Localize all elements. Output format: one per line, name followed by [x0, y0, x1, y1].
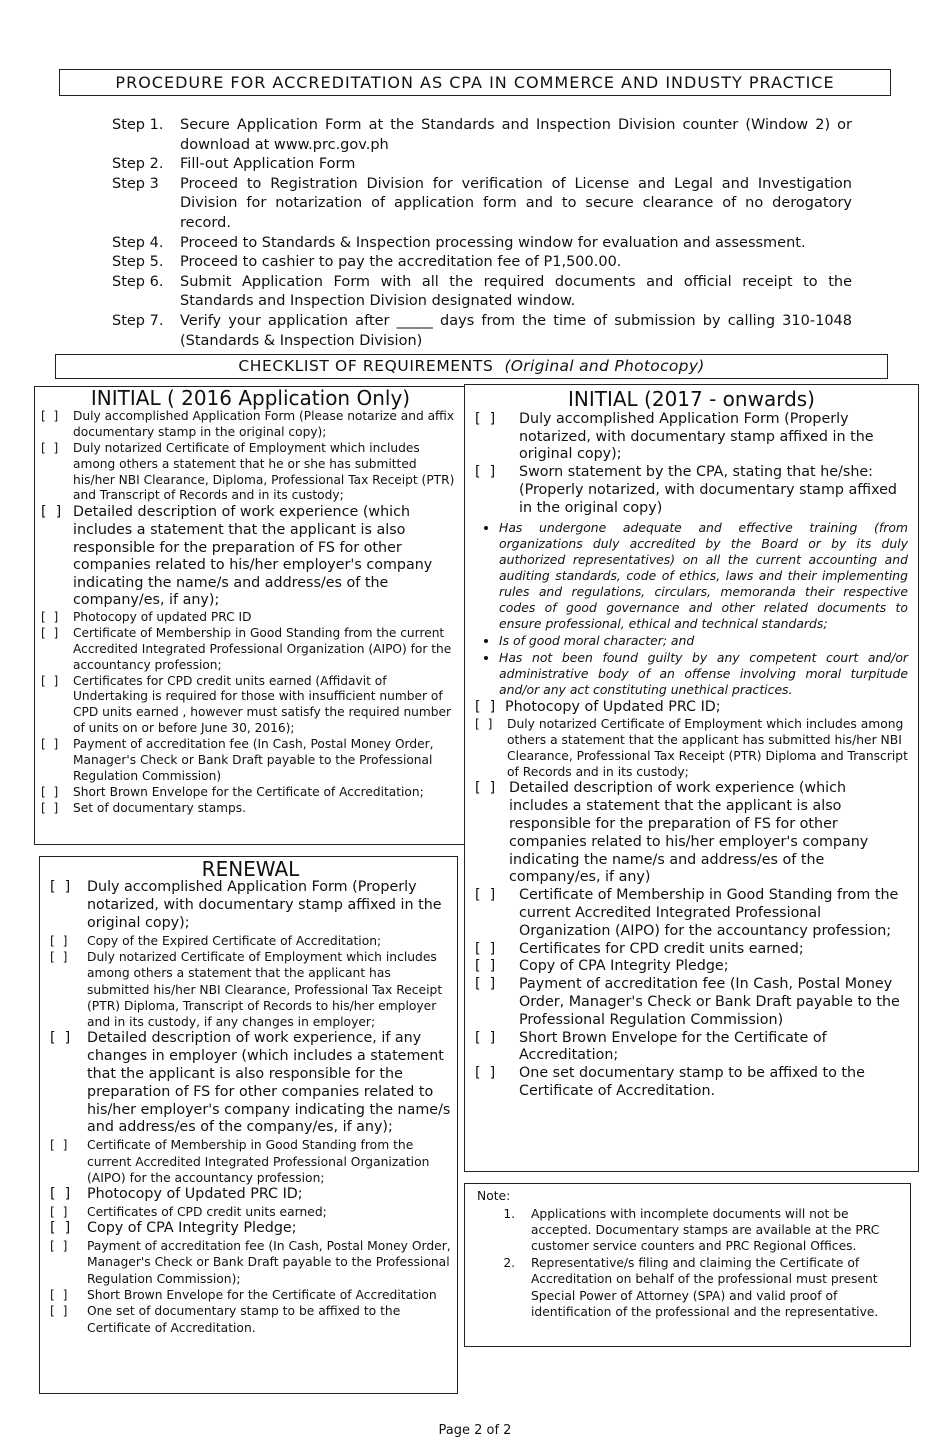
initial-2016-heading: INITIAL ( 2016 Application Only) [90, 386, 411, 410]
checkbox[interactable]: [ ] [41, 625, 59, 640]
checkbox[interactable]: [ ] [475, 1065, 496, 1082]
requirement-item [475, 1065, 908, 1101]
requirement-text: Photocopy of Updated PRC ID; [505, 698, 721, 715]
requirement-item [41, 441, 460, 505]
requirement-text: Copy of CPA Integrity Pledge; [519, 958, 729, 975]
note-item: 2. Representative/s filing and claiming the Certificate of Accreditation on behalf of the professional must present Special Power of Attorney (SPA) and valid proof of identification of the professional and the representative. [519, 1255, 900, 1319]
note-item: 1. Applications with incomplete documents will not be accepted. Documentary stamps are available at the PRC customer service counters and PRC Regional Offices. [519, 1206, 900, 1254]
requirement-text: One set documentary stamp to be affixed to the Certificate of Accreditation. [519, 1065, 865, 1099]
checkbox[interactable]: [ ] [50, 1220, 71, 1237]
step-item [112, 312, 852, 351]
requirement-item [475, 464, 908, 517]
requirement-item [41, 674, 460, 738]
checkbox[interactable]: [ ] [41, 440, 59, 455]
requirement-item [50, 933, 451, 949]
requirement-text: Duly accomplished Application Form (Please notarize and affix documentary stamp in the original copy); [73, 408, 455, 439]
requirement-item [41, 626, 460, 674]
checklist-header [55, 354, 888, 379]
checkbox[interactable]: [ ] [50, 1204, 68, 1219]
requirement-item [475, 780, 908, 887]
requirement-text: Short Brown Envelope for the Certificate of Accreditation; [519, 1029, 827, 1064]
checkbox[interactable]: [ ] [475, 780, 496, 797]
requirement-item [50, 879, 451, 932]
checkbox[interactable]: [ ] [475, 887, 496, 904]
requirement-item [475, 1030, 908, 1066]
requirement-item [50, 1030, 451, 1137]
requirement-text: Photocopy of Updated PRC ID; [87, 1186, 303, 1203]
checkbox[interactable]: [ ] [50, 949, 68, 964]
page-number: Page 2 of 2 [438, 1423, 512, 1438]
requirement-text: One set of documentary stamp to be affixed to the Certificate of Accreditation. [87, 1304, 401, 1335]
requirement-item [50, 1238, 451, 1287]
requirement-text: Duly notarized Certificate of Employment which includes among others a statement that the applicant has submitted his/her NBI Clearance, Professional Tax Receipt (PTR) Diploma, Transcript of Records to his/her employer and in its custody, if any changes in employer; [87, 949, 443, 1030]
requirement-text: Duly accomplished Application Form (Properly notarized, with documentary stamp affixed in the original copy); [519, 410, 874, 463]
step-label: Step 3 [112, 175, 159, 192]
requirement-text: Payment of accreditation fee (In Cash, Postal Money Order, Manager's Check or Bank Draft payable to the Professional Regulation Commission); [87, 1239, 451, 1286]
checkbox[interactable]: [ ] [475, 976, 496, 993]
requirement-text: Certificates for CPD credit units earned; [519, 940, 804, 957]
note-label: Note: [477, 1189, 511, 1203]
requirement-item [475, 941, 908, 959]
initial-2016-section [34, 386, 465, 845]
renewal-heading: RENEWAL [201, 857, 300, 881]
requirement-text: Duly accomplished Application Form (Properly notarized, with documentary stamp affixed in the original copy); [87, 879, 442, 931]
procedure-steps [112, 116, 852, 351]
step-label: Step 4. [112, 234, 164, 251]
requirement-item [475, 699, 908, 717]
requirement-item [475, 976, 908, 1029]
requirement-text: Certificate of Membership in Good Standing from the current Accredited Integrated Professional Organization (AIPO) for the accountancy profession; [73, 625, 452, 672]
bullet-item: • Has not been found guilty by any competent court and/or administrative body of an offense involving moral turpitude and/or any act constituting unethical practices. [499, 650, 908, 698]
note-box [464, 1183, 911, 1347]
step-label: Step 1. [112, 117, 164, 133]
requirement-text: Detailed description of work experience, if any changes in employer (which includes a statement that the applicant is also responsible for the preparation of FS for other companies related to his/her employer's company indicating the name/s and address/es of the company/es, if any); [87, 1030, 451, 1136]
requirement-text: Sworn statement by the CPA, stating that he/she: (Properly notarized, with documentary stamp affixed in the original copy) [519, 464, 897, 516]
checkbox[interactable]: [ ] [50, 1287, 68, 1302]
step-item [112, 234, 852, 254]
requirement-item [50, 1287, 451, 1303]
checkbox[interactable]: [ ] [50, 879, 71, 896]
requirement-item [50, 949, 451, 1030]
requirement-item [50, 1303, 451, 1336]
requirement-text: Certificates for CPD credit units earned (Affidavit of Undertaking is required for those with insufficient number of CPD units earned , however must satisfy the required number of units on or before June 30, 2016); [73, 673, 452, 736]
requirement-text: Short Brown Envelope for the Certificate of Accreditation [87, 1287, 437, 1302]
requirement-text: Payment of accreditation fee (In Cash, Postal Money Order, Manager's Check or Bank Draft payable to the Professional Regulation Commission) [519, 976, 900, 1028]
requirement-text: Set of documentary stamps. [73, 800, 246, 815]
step-label: Step 7. [112, 312, 164, 329]
requirement-item [41, 610, 460, 626]
renewal-section [39, 856, 458, 1394]
checkbox[interactable]: [ ] [41, 800, 59, 815]
requirement-item [475, 716, 908, 780]
step-item [112, 253, 852, 273]
checkbox[interactable]: [ ] [475, 958, 496, 975]
step-item [112, 175, 852, 234]
step-item [112, 273, 852, 312]
checkbox[interactable]: [ ] [50, 1239, 68, 1254]
checkbox[interactable]: [ ] [50, 1304, 68, 1319]
requirement-item [475, 958, 908, 976]
requirement-text: Duly notarized Certificate of Employment which includes among others a statement that the applicant has submitted his/her NBI Clearance, Professional Tax Receipt (PTR) Diploma and Transcript of Records and in its custody; [507, 717, 908, 780]
bullet-item: • Has undergone adequate and effective training (from organizations duly accredited by the Board or by its duly authorized representatives) on all the current accounting and auditing standards, code of ethics, laws and their implementing rules and regulations, circulars, memoranda their respective codes of good governance and other related documents to ensure professional, ethical and technical standards; [499, 520, 908, 632]
step-label: Step 6. [112, 273, 164, 290]
step-text: Verify your application after _____ days from the time of submission by calling 310-1048 (Standards & Inspection Division) [180, 312, 852, 349]
step-item [112, 116, 852, 155]
checklist-subtitle: (Original and Photocopy) [504, 357, 705, 375]
step-label: Step 5. [112, 254, 164, 271]
checkbox[interactable]: [ ] [41, 504, 62, 521]
checkbox[interactable]: [ ] [475, 410, 496, 427]
initial-2017-section [464, 384, 919, 1172]
step-label: Step 2. [112, 156, 164, 173]
checkbox[interactable]: [ ] [50, 1030, 71, 1047]
checkbox[interactable]: [ ] [41, 737, 59, 752]
checkbox[interactable]: [ ] [41, 408, 59, 423]
requirement-text: Copy of the Expired Certificate of Accreditation; [87, 933, 382, 948]
requirement-item [41, 409, 460, 441]
requirement-text: Payment of accreditation fee (In Cash, Postal Money Order, Manager's Check or Bank Draft payable to the Professional Regulation Commission) [73, 737, 434, 783]
requirement-text: Detailed description of work experience (which includes a statement that the applicant is also responsible for the preparation of FS for other companies related to his/her employer's company indicating the name/s and address/es of the company/es, if any) [509, 780, 869, 886]
requirement-item [41, 801, 460, 817]
initial-2017-heading: INITIAL (2017 - onwards) [567, 387, 815, 411]
requirement-item [475, 411, 908, 464]
requirement-text: Short Brown Envelope for the Certificate of Accreditation; [73, 784, 424, 799]
requirement-item [41, 737, 460, 785]
step-text: Submit Application Form with all the required documents and official receipt to the Standards and Inspection Division designated window. [180, 273, 852, 310]
bullet-item: • Is of good moral character; and [499, 633, 908, 649]
requirement-text: Certificate of Membership in Good Standing from the current Accredited Integrated Professional Organization (AIPO) for the accountancy profession; [519, 887, 899, 939]
checkbox[interactable]: [ ] [41, 784, 59, 799]
requirement-item [41, 504, 460, 610]
requirement-item [41, 785, 460, 801]
step-text: Proceed to Standards & Inspection processing window for evaluation and assessment. [180, 234, 806, 251]
checklist-title: CHECKLIST OF REQUIREMENTS [238, 357, 494, 375]
checkbox[interactable]: [ ] [475, 940, 496, 957]
requirement-item [50, 1186, 451, 1204]
checkbox[interactable]: [ ] [475, 717, 493, 732]
checkbox[interactable]: [ ] [475, 698, 496, 715]
checkbox[interactable]: [ ] [41, 673, 59, 688]
step-item [112, 155, 852, 175]
checkbox[interactable]: [ ] [50, 933, 68, 948]
checkbox[interactable]: [ ] [50, 1138, 68, 1153]
requirement-text: Duly notarized Certificate of Employment which includes among others a statement that he or she has submitted his/her NBI Clearance, Diploma, Professional Tax Receipt (PTR) and Transcript of Records and in its custody; [73, 440, 455, 503]
requirement-item [475, 887, 908, 940]
checkbox[interactable]: [ ] [50, 1186, 71, 1203]
sworn-statement-bullets [475, 520, 908, 698]
requirement-text: Detailed description of work experience (which includes a statement that the applicant is also responsible for the preparation of FS for other companies related to his/her employer's company indicating the name/s and address/es of the company/es, if any); [73, 504, 433, 609]
requirement-text: Certificates of CPD credit units earned; [87, 1204, 327, 1219]
step-text: Proceed to cashier to pay the accreditation fee of P1,500.00. [180, 254, 622, 271]
requirement-text: Photocopy of updated PRC ID [73, 609, 252, 624]
checkbox[interactable]: [ ] [475, 464, 496, 481]
step-text: Fill-out Application Form [180, 156, 356, 173]
requirement-text: Copy of CPA Integrity Pledge; [87, 1220, 297, 1237]
checkbox[interactable]: [ ] [41, 609, 59, 624]
checkbox[interactable]: [ ] [475, 1029, 496, 1046]
step-text: Proceed to Registration Division for verification of License and Legal and Investigation Division for notarization of application form and to secure clearance of no derogatory record. [180, 175, 852, 231]
requirement-text: Certificate of Membership in Good Standing from the current Accredited Integrated Professional Organization (AIPO) for the accountancy profession; [87, 1138, 430, 1185]
page-title: PROCEDURE FOR ACCREDITATION AS CPA IN COMMERCE AND INDUSTY PRACTICE [59, 69, 891, 96]
step-text: Secure Application Form at the Standards and Inspection Division counter (Window 2) or download at www.prc.gov.ph [180, 117, 852, 153]
requirement-item [50, 1220, 451, 1238]
requirement-item [50, 1137, 451, 1186]
requirement-item [50, 1204, 451, 1220]
